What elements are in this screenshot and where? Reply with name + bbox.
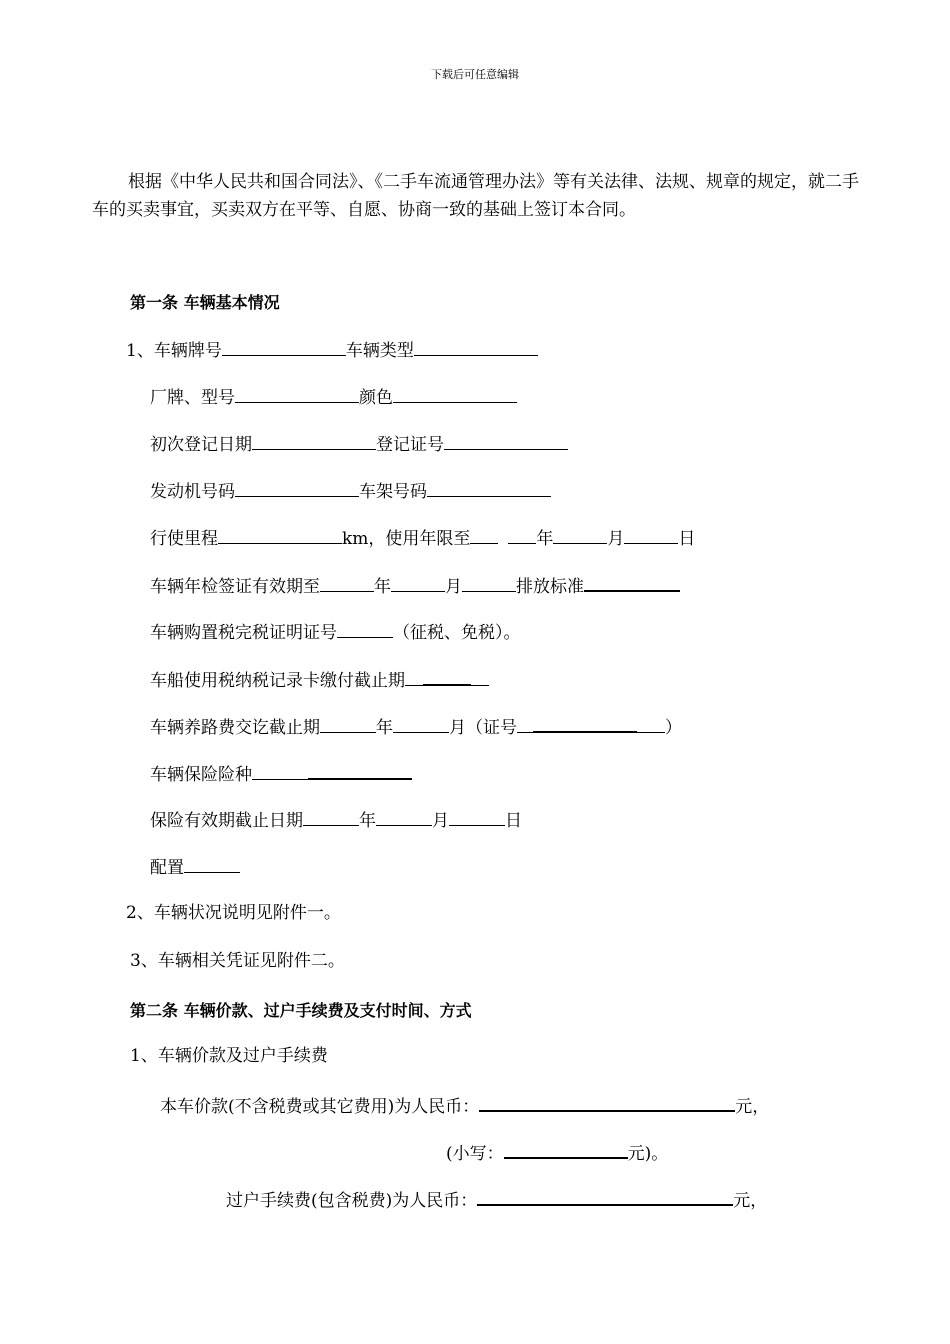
insurance-label: 车辆保险险种 <box>150 765 252 785</box>
fee-yuan: 元， <box>733 1191 768 1211</box>
price-yuan: 元， <box>735 1097 770 1117</box>
article1-title: 第一条 车辆基本情况 <box>130 293 280 312</box>
price-small-field[interactable] <box>504 1140 628 1159</box>
km-label: km，使用年限至 <box>342 529 471 549</box>
line-transfer-fee <box>226 1187 767 1212</box>
config-field[interactable] <box>184 855 240 873</box>
regno-field[interactable] <box>444 432 568 450</box>
vessel-tax-field-b[interactable] <box>423 667 471 686</box>
inspect-label: 车辆年检签证有效期至 <box>150 577 320 597</box>
month-label: 月 <box>432 811 449 831</box>
purchase-tax-suffix: （征税、免税）。 <box>393 623 521 643</box>
article2-item1: 1、车辆价款及过户手续费 <box>130 1046 328 1066</box>
regno-label: 登记证号 <box>376 435 444 455</box>
insurance-field-a[interactable] <box>252 762 308 780</box>
service-year-field-b[interactable] <box>508 526 536 544</box>
item2-text: 2、车辆状况说明见附件一。 <box>126 903 341 923</box>
line-vessel-tax <box>150 667 489 692</box>
regdate-field[interactable] <box>252 432 376 450</box>
color-field[interactable] <box>393 385 517 403</box>
purchase-tax-label: 车辆购置税完税证明证号 <box>150 623 337 643</box>
inspect-year-field[interactable] <box>320 574 374 592</box>
inspect-month-field[interactable] <box>391 574 445 592</box>
road-fee-month-field[interactable] <box>393 715 449 733</box>
ins-month-field[interactable] <box>376 808 432 826</box>
cert-open: （证号 <box>466 718 517 738</box>
line-engine-frame <box>150 479 551 503</box>
line-inspection <box>150 573 680 598</box>
type-field[interactable] <box>414 338 538 356</box>
article2-title: 第二条 车辆价款、过户手续费及支付时间、方式 <box>130 1001 472 1020</box>
service-year-field-a[interactable] <box>470 526 498 544</box>
purchase-tax-field[interactable] <box>337 620 393 638</box>
ins-day-field[interactable] <box>449 808 505 826</box>
insurance-field-b[interactable] <box>308 761 412 780</box>
year-label: 年 <box>374 577 391 597</box>
day-label: 日 <box>505 811 522 831</box>
mileage-label: 行使里程 <box>150 529 218 549</box>
cert-field-c[interactable] <box>637 715 665 733</box>
line-road-fee <box>150 714 682 739</box>
brand-field[interactable] <box>235 385 359 403</box>
plate-label: 1、车辆牌号 <box>126 341 222 361</box>
mileage-field[interactable] <box>218 526 342 544</box>
fee-label: 过户手续费(包含税费)为人民币： <box>226 1191 478 1211</box>
emission-field[interactable] <box>584 573 680 592</box>
price-label: 本车价款(不含税费或其它费用)为人民币： <box>160 1097 480 1117</box>
small-close: 元)。 <box>627 1144 669 1164</box>
vessel-tax-label: 车船使用税纳税记录卡缴付截止期 <box>150 671 405 691</box>
line-purchase-tax <box>150 620 521 644</box>
small-open: (小写： <box>446 1144 504 1164</box>
line-regdate-regno <box>150 432 568 456</box>
frame-field[interactable] <box>427 479 551 497</box>
emission-label: 排放标准 <box>516 577 584 597</box>
vessel-tax-field-a[interactable] <box>405 668 423 686</box>
month-label: 月 <box>449 718 466 738</box>
year-label: 年 <box>359 811 376 831</box>
line-brand-color <box>150 385 517 409</box>
year-label: 年 <box>536 529 554 549</box>
brand-label: 厂牌、型号 <box>150 388 235 408</box>
ins-year-field[interactable] <box>303 808 359 826</box>
cert-close: ） <box>665 718 682 738</box>
type-label: 车辆类型 <box>345 341 414 361</box>
plate-field[interactable] <box>222 338 346 356</box>
line-mileage <box>150 526 695 550</box>
fee-field[interactable] <box>477 1187 733 1206</box>
month-label: 月 <box>607 529 625 549</box>
config-label: 配置 <box>150 858 184 878</box>
line-price <box>160 1093 769 1118</box>
cert-field-a[interactable] <box>517 715 533 733</box>
regdate-label: 初次登记日期 <box>150 435 252 455</box>
day-label: 日 <box>678 529 696 549</box>
vessel-tax-field-c[interactable] <box>471 668 489 686</box>
road-fee-label: 车辆养路费交讫截止期 <box>150 718 320 738</box>
service-month-field[interactable] <box>553 526 607 544</box>
frame-label: 车架号码 <box>359 482 427 502</box>
line-insurance <box>150 761 412 786</box>
service-day-field[interactable] <box>624 526 678 544</box>
engine-label: 发动机号码 <box>150 482 235 502</box>
page-header: 下载后可任意编辑 <box>431 68 519 81</box>
cert-field-b[interactable] <box>533 714 637 733</box>
engine-field[interactable] <box>235 479 359 497</box>
line-plate-type <box>126 338 538 362</box>
line-config <box>150 855 240 879</box>
intro-paragraph: 根据《中华人民共和国合同法》、《二手车流通管理办法》等有关法律、法规、规章的规定，就二手车的买卖事宜，买卖双方在平等、自愿、协商一致的基础上签订本合同。 <box>92 172 859 220</box>
line-insurance-date <box>150 808 522 832</box>
inspect-day-field[interactable] <box>462 574 516 592</box>
item3-text: 3、车辆相关凭证见附件二。 <box>130 951 345 971</box>
year-label: 年 <box>376 718 393 738</box>
road-fee-year-field[interactable] <box>320 715 376 733</box>
color-label: 颜色 <box>359 388 393 408</box>
line-price-small <box>446 1140 668 1165</box>
month-label: 月 <box>445 577 462 597</box>
price-field[interactable] <box>479 1093 735 1112</box>
ins-date-label: 保险有效期截止日期 <box>150 811 303 831</box>
